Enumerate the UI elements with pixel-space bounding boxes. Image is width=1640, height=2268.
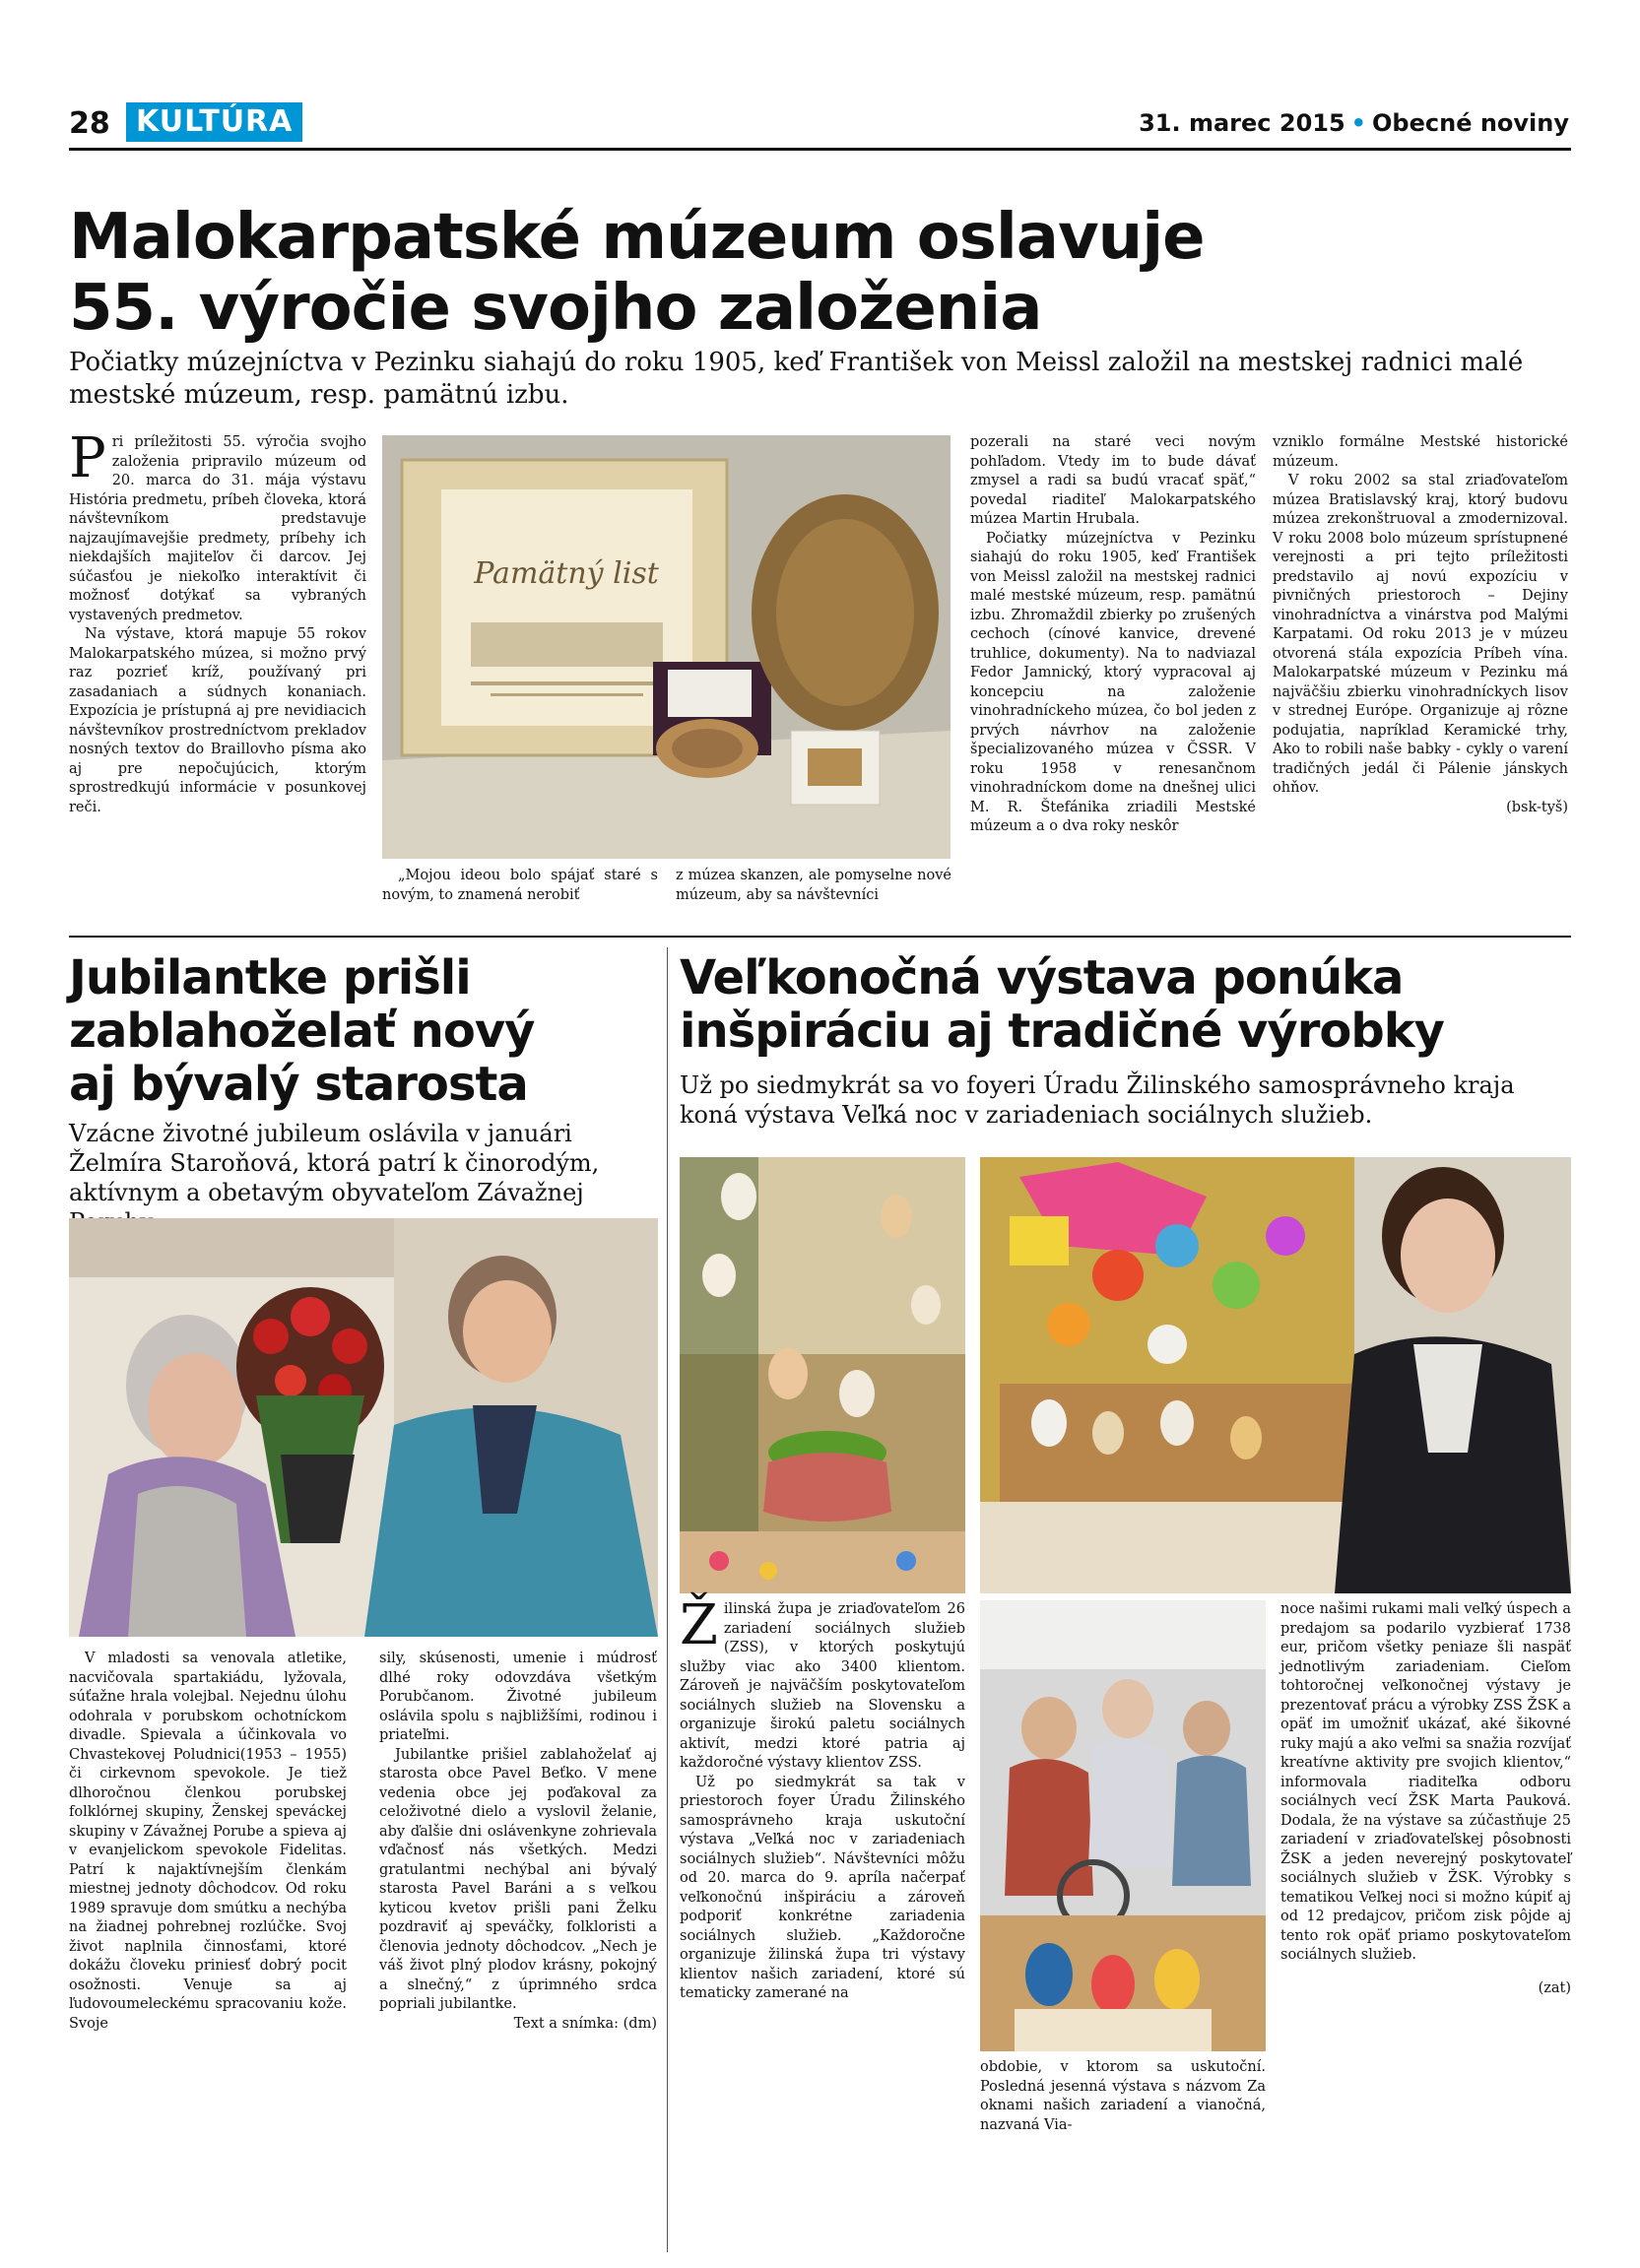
article2-lead: Vzácne životné jubileum oslávila v januári Želmíra Staroňová, ktorá patrí k činorodým, aktívnym a obetavým obyvateľom Závažnej bbox=[69, 1120, 600, 1206]
article1-column4 bbox=[970, 433, 1256, 837]
article1-dropcap: P bbox=[69, 426, 106, 490]
article1-col1-p2: Na výstave, ktorá mapuje 55 rokov Malokarpatského múzea, si možno prvý raz pozrieť kríž, používaný pri zasadaniach a súdnych konaniach. Expozícia je prístupná aj pre nevidiacich návštevníkov prostredníctvom prekladov nosných textov do Braillovho písma ako aj pre nepočujúcich, ktorým sprostredkujú informácie v posunkovej reči. bbox=[69, 626, 366, 815]
easter-eggs-photo bbox=[680, 1157, 965, 1593]
article3-col3-text: noce našimi rukami mali veľký úspech a predajom sa podarilo vyzbierať 1738 eur, pričom všetky peniaze šli naspäť jednotlivým zariadeniam. Cieľom tohtoročnej veľkonočnej výstavy je prezentovať prácu a výrobky ZSS ŽSK a opäť im umožniť ukázať, aké šikovné ruky majú a ako veľmi sa snažia rozvíjať kreatívne aktivity pre svojich klientov,“ informovala riaditeľka odboru sociálnych vecí ŽSK Marta Pauková. Dodala, že na výstave sa zúčastňuje 25 zariadení v zriaďovateľskej pôsobnosti ŽSK a jeden neverejný poskytovateľ sociálnych služieb v ŽSK. Výrobky s tematikou Veľkej noci si možno kúpiť aj od 12 predajcov, pričom zisk pôjde aj tento rok opäť priamo poskytovateľom sociálnych služieb. bbox=[1280, 1601, 1571, 1963]
article2-title-line2: zablahoželať nový bbox=[69, 1004, 535, 1059]
article3-column3 bbox=[1280, 1600, 1571, 1998]
article2-column2 bbox=[379, 1650, 657, 2034]
article1-lead: Počiatky múzejníctva v Pezinku siahajú do roku 1905, keď František von Meissl založil na mestskej radnici malé mestské múzeum, resp. pamätnú izbu. bbox=[69, 348, 1524, 410]
article1-column1 bbox=[69, 426, 366, 817]
exhibition-visitors-photo bbox=[980, 1600, 1266, 2051]
article3-col1-p1: ilinská župa je zriaďovateľom 26 zariadení sociálnych služieb (ZSS), v ktorých poskytujú služby viac ako 3400 klientom. Zároveň je najväčším poskytovateľom sociálnych služieb na Slovensku a organizuje širokú paletu sociálnych aktivít, medzi ktoré patria aj každoročné výstavy klientov ZSS. bbox=[680, 1601, 965, 1771]
certificate-title: Pamätný list bbox=[474, 556, 659, 591]
article1-col5-p1: vzniklo formálne Mestské historické múzeum. bbox=[1273, 434, 1568, 470]
article1-col1-p1: ri príležitosti 55. výročia svojho založenia pripravilo múzeum od 20. marca do 31. mája výstavu História predmetu, príbeh človeka, ktorá návštevníkom predstavuje najzaujímavejšie predmety, príbehy ich niekdajších majiteľov či darcov. Jej súčasťou je niekoľko interaktívit či možnosť dotýkať sa vybraných vystavených predmetov. bbox=[69, 434, 366, 623]
article3-title-line1: Veľkonočná výstava ponúka bbox=[680, 950, 1404, 1005]
article2-col1-text: V mladosti sa venovala atletike, nacvičovala spartakiádu, lyžovala, súťažne hrala volejbal. Nejednu úlohu odohrala v porubskom ochotníckom divadle. Spievala a účinkovala vo Chvastekovej Poludnici(1953 – 1955) či cirkevnom spevokole. Je tiež dlhoročnou členkou porubskej folklórnej skupiny, Ženskej speváckej skupiny v Závažnej Porube a spieva aj v evanjelickom spevokole Fidelitas. Patrí k najaktívnejším členkám miestnej jednoty dôchodcov. Od roku 1989 spravuje dom smútku a nechýba na žiadnej pohrebnej rozlúčke. Svoj život naplnila činnosťami, ktoré dokážu človeku priniesť dobrý pocit osožnosti. Venuje sa aj ľudovoumeleckému spracovaniu kože. Svoje bbox=[69, 1651, 347, 2032]
article1-title bbox=[69, 202, 1576, 344]
article1-col4-p2: Počiatky múzejníctva v Pezinku siahajú do roku 1905, keď František von Meissl založil na mestskej radnici malé mestské múzeum, resp. pamätnú izbu. Zhromaždil zbierky po zrušených cechoch (cínové kanvice, drevené truhlice, dokumenty). Na to nadviazal Fedor Jamnický, ktorý vypracoval aj koncepciu na založenie vinohradníckeho múzea, čo bol jeden z prvých návrhov na založenie špecializovaného múzea v ČSSR. V roku 1958 v renesančnom vinohradníckom dome na dnešnej ulici M. R. Štefánika zriadili Mestské múzeum a o dva roky neskôr bbox=[970, 530, 1256, 834]
article2-col2-p1: sily, skúsenosti, umenie i múdrosť dlhé roky odovzdáva všetkým Porubčanom. Životné jubileum oslávila spolu s najbližšími, rodinou i priateľmi. bbox=[379, 1651, 657, 1743]
article3-title-line2: inšpiráciu aj tradičné výrobky bbox=[680, 1004, 1444, 1059]
separator: • bbox=[1350, 109, 1367, 137]
article3-col1-p2: Už po siedmykrát sa tak v priestoroch foyer Úradu Žilinského samosprávneho kraja uskutoční výstava „Veľká noc v zariadeniach sociálnych služieb“. Návštevníci môžu od 20. marca do 9. apríla načerpať veľkonočnú inšpiráciu a zároveň podporiť konkrétne zariadenia sociálnych služieb. „Každoročne organizuje žilinská župa tri výstavy klientov našich zariadení, ktoré sú tematicky zamerané na bbox=[680, 1774, 965, 2001]
article1-col2-text: „Mojou ideou bolo spájať staré s novým, to znamená nerobiť bbox=[382, 868, 658, 903]
page-number: 28 bbox=[69, 106, 110, 141]
article2-col2-p2: Jubilantke prišiel zablahoželať aj starosta obce Pavel Beťko. V mene vedenia obce jej poďakoval za celoživotné dielo a vyslovil želanie, aby ďalšie dni oslávenkyne zohrievala vďačnosť nás všetkých. Medzi gratulantmi nechýbal ani bývalý starosta Pavel Baráni a s veľkou kyticou kvetov prišli pani Želku pozdraviť aj speváčky, folkloristi a členovia jednoty dôchodcov. „Nech je váš život plný plodov krásny, pokojný a slnečný,“ z úprimného srdca popriali jubilantke. bbox=[379, 1746, 657, 2012]
article3-column2 bbox=[980, 2058, 1266, 2135]
article1-col4-p1: pozerali na staré veci novým pohľadom. Vtedy im to bude dávať zmysel a radi sa budú vracať späť,“ povedal riaditeľ Malokarpatského múzea Martin Hrubala. bbox=[970, 434, 1256, 527]
article2-column1 bbox=[69, 1650, 347, 2034]
article2-author: Text a snímka: (dm) bbox=[513, 2015, 657, 2032]
header-rule bbox=[69, 148, 1571, 151]
publication-name: Obecné noviny bbox=[1372, 109, 1569, 137]
article1-title-line1: Malokarpatské múzeum oslavuje bbox=[69, 201, 1205, 274]
museum-certificate-photo bbox=[382, 435, 951, 859]
section-divider bbox=[69, 936, 1571, 938]
column-divider bbox=[667, 947, 668, 2252]
article3-column1 bbox=[680, 1593, 965, 2004]
article1-caption-part2 bbox=[676, 867, 951, 905]
article1-author: (bsk-tyš) bbox=[1506, 799, 1568, 815]
article3-lead: Už po siedmykrát sa vo foyeri Úradu Žilinského samosprávneho kraja koná výstava Veľká noc v zariadeniach sociálnych služieb. bbox=[680, 1071, 1515, 1129]
article1-title-line2: 55. výročie svojho založenia bbox=[69, 272, 1042, 345]
jubilee-photo bbox=[69, 1218, 658, 1637]
article3-title bbox=[680, 951, 1576, 1058]
article2-title bbox=[69, 951, 660, 1111]
issue-date: 31. marec 2015 bbox=[1139, 109, 1345, 137]
article1-column5 bbox=[1273, 433, 1568, 817]
article2-title-line3: aj bývalý starosta bbox=[69, 1057, 528, 1112]
article3-col2-text: obdobie, v ktorom sa uskutoční. Posledná jesenná výstava s názvom Za oknami našich zariadení a vianočná, nazvaná Via- bbox=[980, 2059, 1266, 2133]
section-label: KULTÚRA bbox=[126, 102, 302, 142]
article1-caption-part1 bbox=[382, 867, 658, 905]
article3-dropcap: Ž bbox=[680, 1593, 718, 1657]
article3-author: (zat) bbox=[1538, 1979, 1571, 1996]
article2-title-line1: Jubilantke prišli bbox=[69, 950, 471, 1005]
header-meta bbox=[1139, 109, 1569, 137]
article1-col5-p2: V roku 2002 sa stal zriaďovateľom múzea Bratislavský kraj, ktorý budovu múzea zrekonštruoval a zmodernizoval. V roku 2008 bolo múzeum sprístupnené verejnosti a pri tejto príležitosti predstavilo aj novú expozíciu v pivničných priestoroch – Dejiny vinohradníctva a vinárstva pod Malými Karpatami. Od roku 2013 je v múzeu otvorená stála expozícia Príbeh vína. Malokarpatské múzeum v Pezinku má najväčšiu zbierku vinohradníckych lisov v strednej Európe. Organizuje aj rôzne podujatia, napríklad Keramické trhy, Ako to robili naše babky - cykly o varení tradičných jedál či Pálenie jánskych ohňov. bbox=[1273, 473, 1568, 796]
article1-col3-text: z múzea skanzen, ale pomyselne nové múzeum, aby sa návštevníci bbox=[676, 868, 951, 903]
exhibition-crafts-photo bbox=[980, 1157, 1571, 1593]
